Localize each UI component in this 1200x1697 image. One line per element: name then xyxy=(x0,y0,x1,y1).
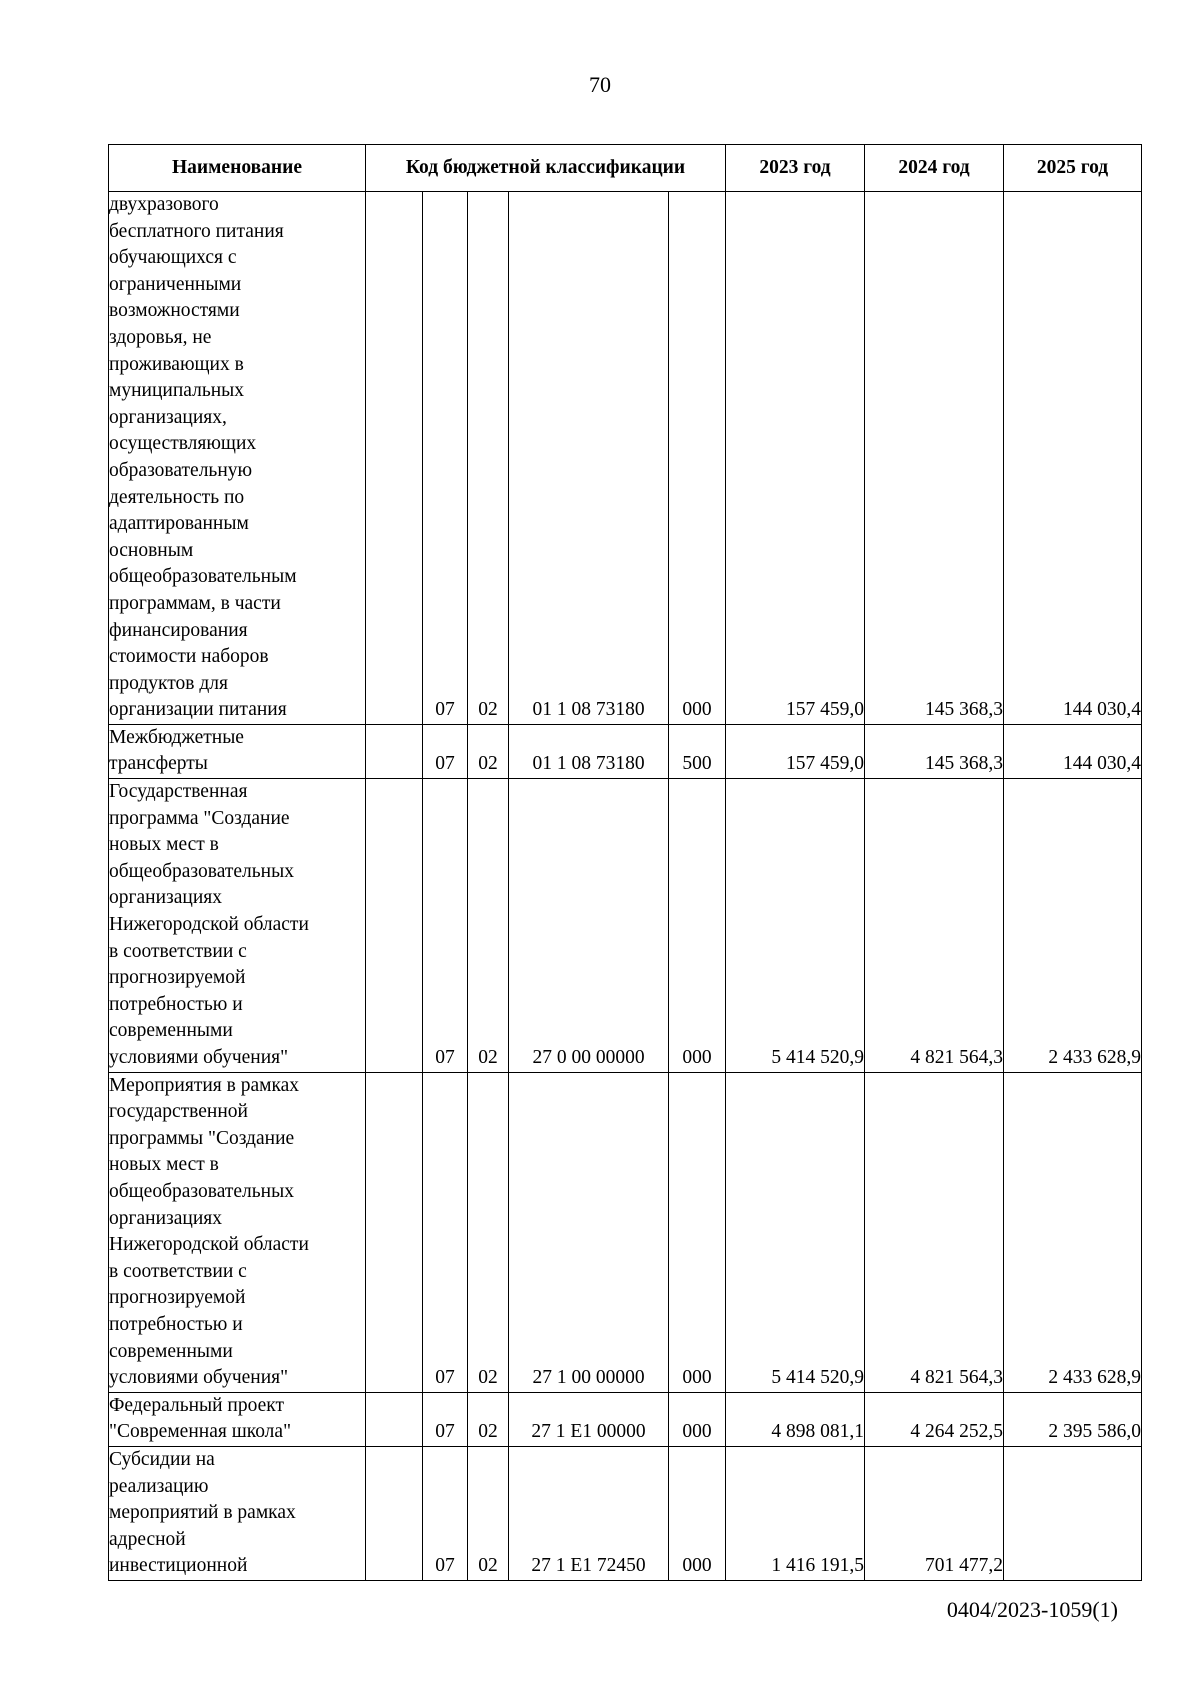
table-row xyxy=(109,1392,1142,1446)
code-section: 07 xyxy=(423,1072,468,1392)
header-name: Наименование xyxy=(109,145,366,192)
table-row xyxy=(109,779,1142,1073)
code-cell-empty xyxy=(366,1392,423,1446)
value-2025 xyxy=(1004,1446,1142,1580)
code-section: 07 xyxy=(423,1392,468,1446)
code-subsection: 02 xyxy=(468,1446,509,1580)
value-2024: 4 821 564,3 xyxy=(865,1072,1004,1392)
code-target: 27 0 00 00000 xyxy=(509,779,669,1073)
code-expense-type: 500 xyxy=(669,724,726,778)
code-target: 27 1 E1 72450 xyxy=(509,1446,669,1580)
table-header-row xyxy=(109,145,1142,192)
table-row xyxy=(109,1072,1142,1392)
value-2023: 157 459,0 xyxy=(726,724,865,778)
code-cell-empty xyxy=(366,779,423,1073)
code-expense-type: 000 xyxy=(669,1072,726,1392)
code-expense-type: 000 xyxy=(669,192,726,725)
code-subsection: 02 xyxy=(468,1392,509,1446)
value-2024: 4 264 252,5 xyxy=(865,1392,1004,1446)
table-row xyxy=(109,724,1142,778)
row-name: Федеральный проект "Современная школа" xyxy=(109,1392,366,1446)
code-section: 07 xyxy=(423,192,468,725)
header-2025: 2025 год xyxy=(1004,145,1142,192)
code-target: 01 1 08 73180 xyxy=(509,724,669,778)
code-cell-empty xyxy=(366,192,423,725)
value-2025: 144 030,4 xyxy=(1004,192,1142,725)
row-name: Межбюджетные трансферты xyxy=(109,724,366,778)
code-section: 07 xyxy=(423,724,468,778)
header-budget-code: Код бюджетной классификации xyxy=(366,145,726,192)
header-2024: 2024 год xyxy=(865,145,1004,192)
code-target: 27 1 00 00000 xyxy=(509,1072,669,1392)
document-number: 0404/2023-1059(1) xyxy=(946,1597,1118,1622)
code-target: 27 1 E1 00000 xyxy=(509,1392,669,1446)
table-row xyxy=(109,192,1142,725)
code-target: 01 1 08 73180 xyxy=(509,192,669,725)
row-name: Субсидии на реализацию мероприятий в рамках адресной инвестиционной xyxy=(109,1446,366,1580)
value-2025: 144 030,4 xyxy=(1004,724,1142,778)
header-2023: 2023 год xyxy=(726,145,865,192)
code-expense-type: 000 xyxy=(669,779,726,1073)
code-section: 07 xyxy=(423,779,468,1073)
budget-table xyxy=(108,144,1142,1581)
code-cell-empty xyxy=(366,724,423,778)
value-2025: 2 433 628,9 xyxy=(1004,779,1142,1073)
code-section: 07 xyxy=(423,1446,468,1580)
code-expense-type: 000 xyxy=(669,1392,726,1446)
value-2023: 157 459,0 xyxy=(726,192,865,725)
value-2024: 701 477,2 xyxy=(865,1446,1004,1580)
code-cell-empty xyxy=(366,1446,423,1580)
code-subsection: 02 xyxy=(468,724,509,778)
row-name: двухразового бесплатного питания обучающихся с ограниченными возможностями здоровья, не проживающих в муниципальных организациях, осуществляющих образовательную деятельность по адаптированным основным общеобразовательным программам, в части финансирования стоимости наборов продуктов для организации питания xyxy=(109,192,366,725)
code-cell-empty xyxy=(366,1072,423,1392)
value-2023: 5 414 520,9 xyxy=(726,1072,865,1392)
code-subsection: 02 xyxy=(468,779,509,1073)
code-subsection: 02 xyxy=(468,192,509,725)
code-subsection: 02 xyxy=(468,1072,509,1392)
page-number: 70 xyxy=(589,72,611,97)
value-2023: 4 898 081,1 xyxy=(726,1392,865,1446)
value-2023: 5 414 520,9 xyxy=(726,779,865,1073)
value-2023: 1 416 191,5 xyxy=(726,1446,865,1580)
row-name: Государственная программа "Создание новых мест в общеобразовательных организациях Нижегородской области в соответствии с прогнозируемой потребностью и современными условиями обучения" xyxy=(109,779,366,1073)
value-2024: 4 821 564,3 xyxy=(865,779,1004,1073)
table-row xyxy=(109,1446,1142,1580)
value-2025: 2 395 586,0 xyxy=(1004,1392,1142,1446)
value-2025: 2 433 628,9 xyxy=(1004,1072,1142,1392)
code-expense-type: 000 xyxy=(669,1446,726,1580)
value-2024: 145 368,3 xyxy=(865,192,1004,725)
value-2024: 145 368,3 xyxy=(865,724,1004,778)
row-name: Мероприятия в рамках государственной программы "Создание новых мест в общеобразовательных организациях Нижегородской области в соответствии с прогнозируемой потребностью и современными условиями обучения" xyxy=(109,1072,366,1392)
